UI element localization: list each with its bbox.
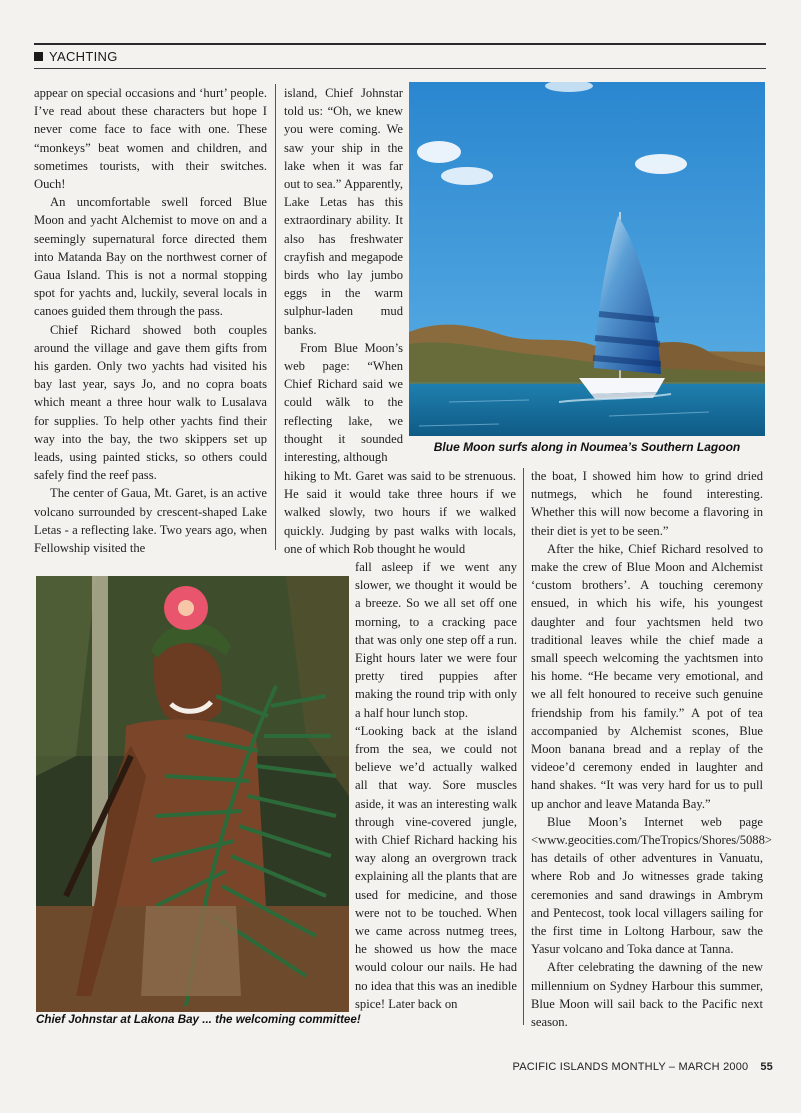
paragraph: Chief Richard showed both couples around the village and gave them gifts from his garden. Only two yachts had visited his bay last year, says Jo, and no copra boats which meant a three hour walk to Lusalava for supplies. To help other yachts find their way into the bay, the two skippers set up leads, using painted sticks, so others could safely find the reef pass.: [34, 322, 267, 483]
square-bullet-icon: [34, 52, 43, 61]
column-3: [531, 467, 772, 1031]
chief-photo: [36, 576, 349, 1012]
header-rule: [34, 43, 766, 45]
paragraph: Blue Moon’s Internet web page <www.geocities.com/TheTropics/Shores/5088> has details of other adventures in Vanuatu, where Rob and Jo witnesses grade taking ceremonies and sand drawings in Ambrym and Pentecost, took local villagers sailing for the first time in Loltong Harbour, saw the Yasur volcano and Toka dance at Tanna.: [531, 814, 772, 957]
paragraph: After celebrating the dawning of the new millennium on Sydney Harbour this summer, Blue Moon will sail back to the Pacific next season.: [531, 960, 763, 1030]
paragraph: After the hike, Chief Richard resolved to make the crew of Blue Moon and Alchemist ‘custom brothers’. A touching ceremony ensued, in which his wife, his youngest daughter and four yachtsmen held two traditional leaves while the chief made a small speech welcoming the yachtsmen into his home. “He became very emotional, and we all felt honoured to receive such genuine friendship from his family.” A pot of tea accompanied by Alchemist scones, Blue Moon banana bread and a replay of the videoe’d ceremony ended in laughter and hand shakes. “It was very hard for us to pull up anchor and leave Matanda Bay.”: [531, 541, 763, 811]
photo-caption: Chief Johnstar at Lakona Bay ... the welcoming committee!: [36, 1013, 361, 1026]
publication-info: PACIFIC ISLANDS MONTHLY – MARCH 2000: [512, 1061, 749, 1073]
page-footer: [513, 1061, 773, 1073]
header-subrule: [34, 68, 766, 69]
paragraph: fall asleep if we went any slower, we thought it would be a breeze. So we all set off one morning, to a cracking pace that was only one step off a run. Eight hours later we were four pretty tired puppies after making the round trip with only a half hour lunch stop.: [355, 560, 517, 720]
paragraph: The center of Gaua, Mt. Garet, is an active volcano surrounded by crescent-shaped Lake Letas - a reflecting lake. Two years ago, when Fellowship visited the: [34, 486, 267, 556]
paragraph: the boat, I showed him how to grind dried nutmegs, which he found interesting. Whether this will now become a flavoring in their diet is yet to be seen.”: [531, 469, 763, 538]
column-2-middle: [284, 467, 516, 558]
column-2-top: [284, 84, 403, 466]
paragraph: From Blue Moon’s web page: “When Chief Richard said we could wălk to the reflecting lake, we thought it sounded interesting, although: [284, 340, 403, 465]
column-divider: [275, 84, 276, 550]
column-divider: [523, 468, 524, 1025]
page-number: 55: [760, 1061, 773, 1073]
paragraph: appear on special occasions and ‘hurt’ people. I’ve read about these characters but hope I never come face to face with one. These “monkeys” beat women and children, and sometimes tourists, with their switches. Ouch!: [34, 86, 267, 192]
paragraph: island, Chief Johnstar told us: “Oh, we knew you were coming. We saw your ship in the lake when it was far out to sea.” Apparently, Lake Letas has this extraordinary ability. It also has freshwater crayfish and megapode birds who lay jumbo eggs in the warm sulphur-laden mud banks.: [284, 86, 403, 337]
column-1: [34, 84, 267, 557]
paragraph: hiking to Mt. Garet was said to be strenuous. He said it would take three hours if we walked slowly, two hours if we walked quickly. Judging by past walks with locals, one of which Rob thought he would: [284, 469, 516, 556]
paragraph: An uncomfortable swell forced Blue Moon and yacht Alchemist to move on and a seemingly supernatural force directed them into Matanda Bay on the northwest corner of Gaua Island. This is not a normal stopping spot for yachts and, luckily, several locals in canoes guided them through the pass.: [34, 195, 267, 319]
section-label: YACHTING: [49, 49, 118, 64]
photo-caption: Blue Moon surfs along in Noumea’s Southern Lagoon: [433, 440, 741, 454]
column-2-bottom: [355, 558, 517, 1013]
paragraph: “Looking back at the island from the sea, we could not believe we’d actually walked all that way. Sore muscles aside, it was an interesting walk through vine-covered jungle, with Chief Richard hacking his way along an overgrown track explaining all the plants that are used for medicine, and those were not to be touched. When we came across nutmeg trees, he showed us how the mace would colour our nails. He had no idea that this was an inedible spice! Later back on: [355, 723, 517, 1011]
sailboat-photo: [409, 82, 765, 436]
section-header: [34, 49, 118, 64]
